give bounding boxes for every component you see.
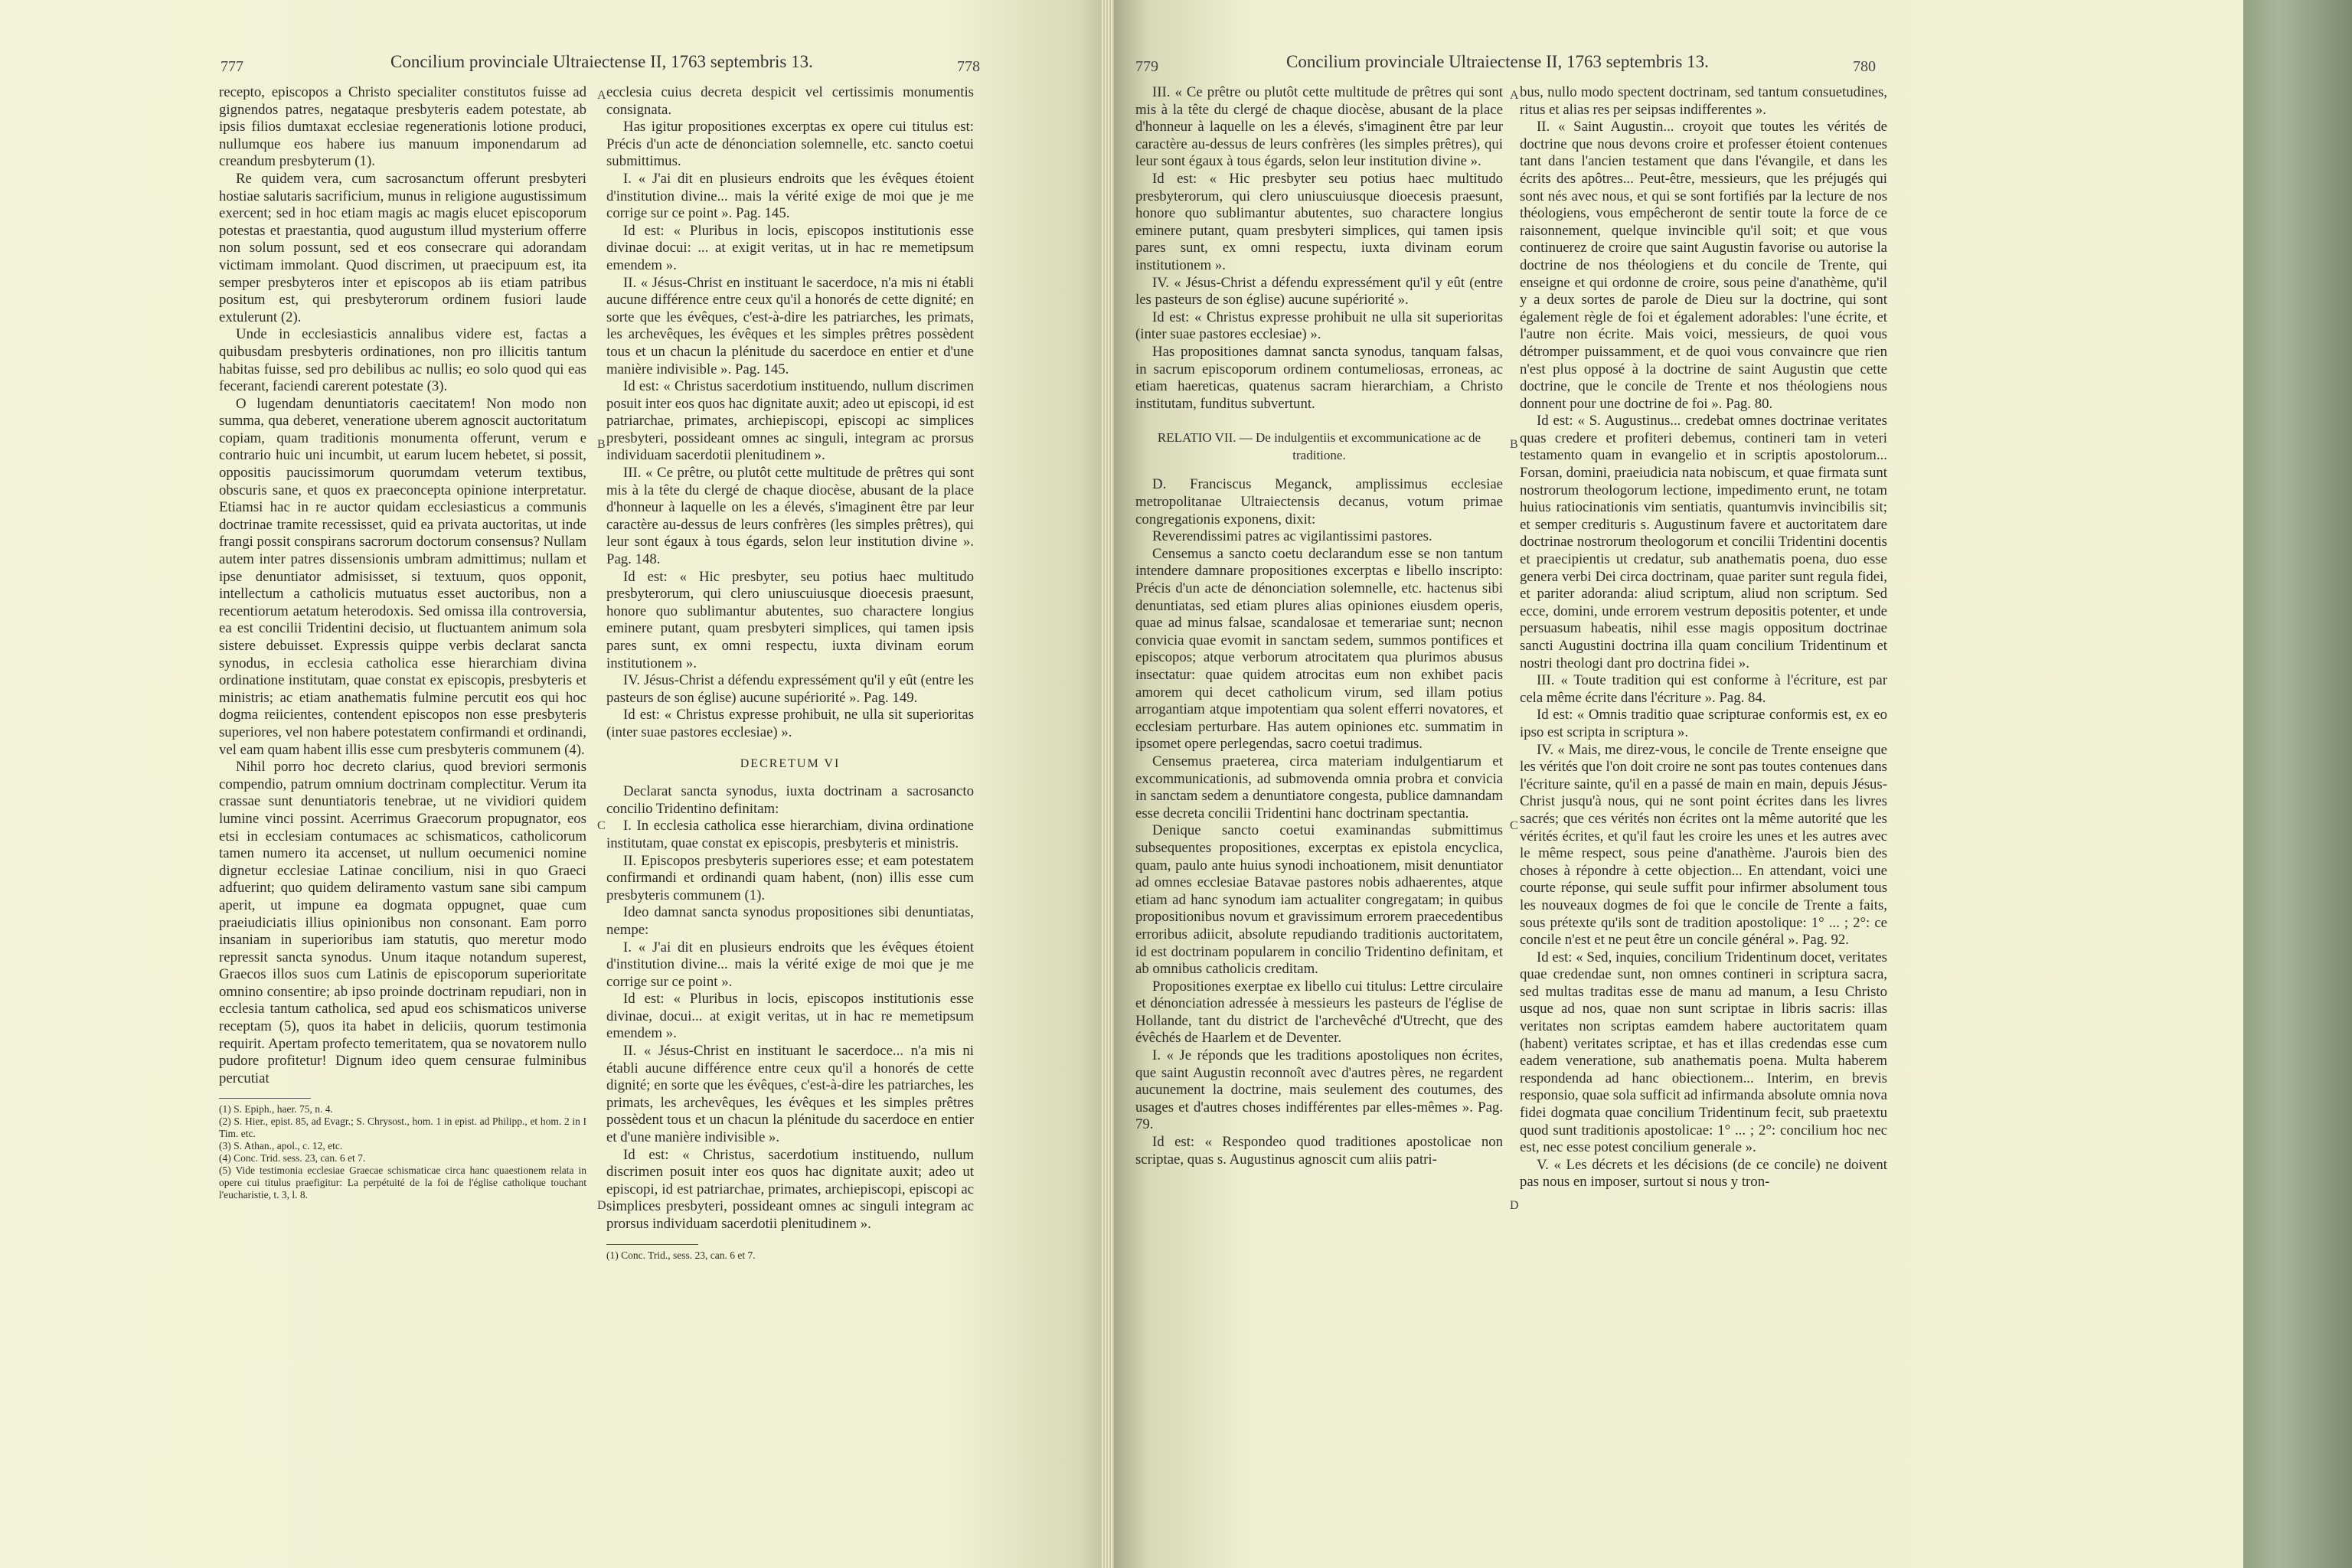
decretum-text bbox=[606, 783, 974, 1233]
paragraph: Id est: « S. Augustinus... credebat omnes doctrinae veritates quas credere et profiteri debemus, contineri tam in veteri testamento quam in evangelio et in scriptis apostolorum... Forsan, domini, praeiudicia nata nobiscum, et quae firmata sunt nostrorum theologorum lectione, impedimento erunt, ne totam huius ratiocinationis vim sentiatis, quantumvis invincibilis sit; et semper credituris s. Augustinum favere et auctoritatem dare doctrinae nostrorum theologorum et concilii Tridentini docentis et praecipientis ut credatur, sub anathematis poena, duo esse genera verbi Dei circa doctrinam, quae pariter sunt regula fidei, et pariter adoranda: aliud scriptum, aliud non scriptum. Sed ecce, domini, unde errorem vestrum depositis potenter, et unde persuasum habeatis, nihil esse magis oppositum doctrinae sancti Augustini doctrina illa quam concilium Tridentinum et nostri theologi dant pro doctrina fidei ». bbox=[1520, 413, 1887, 671]
folio-779: 779 bbox=[1135, 58, 1158, 75]
paragraph: III. « Ce prêtre, ou plutôt cette multitude de prêtres qui sont mis à la tête du clergé de chaque diocèse, abusant de la place d'honneur à laquelle on les a élevés, s'imaginent être par leur caractère au-dessus de leurs confrères (les simples prêtres), qui leur sont égaux à tous égards, selon leur institution divine ». Pag. 148. bbox=[606, 465, 974, 568]
paragraph: Id est: « Hic presbyter seu potius haec multitudo presbyterorum, qui clero uniuscuiusque dioecesis praesunt, honore quo sublimantur abutentes, suo charactere longius eminere putant, quam presbyteri simplices, qui tamen ipsis pares sunt, ex omni respectu, iuxta divinam eorum institutionem ». bbox=[1135, 170, 1503, 273]
paragraph: O lugendam denuntiatoris caecitatem! Non modo non summa, qua deberet, veneratione uberem agnoscit auctoritatum copiam, quam traditionis monumenta offerunt, verum e contrario huic uni incumbit, ut earum lucem hebetet, si possit, oppositis paucissimorum quorumdam veterum textibus, obscuris sane, et quos ex praeconcepta opinione interpretatur. Etiamsi hac in re auctor quidam ecclesiasticus a communis doctrinae tramite recessisset, quid ea privata auctoritas, ut inde frangi possit conspirans sacrorum doctorum consensus? Nullam autem inter patres dissensionis umbram admittimus; nullam et ipse denuntiator admisisset, si textuum, quos opponit, intellectum a catholicis mutuatus esset auctoribus, non a recentiorum aetatum heterodoxis. Sed omissa illa controversia, ea est concilii Tridentini decisio, ut fluctuantem animum sola sistere debuisset. Expressis quippe verbis declarat sancta synodus, in ecclesia catholica esse hierarchiam divina ordinatione institutam, quae constat ex episcopis, presbyteris et ministris; ac etiam anathematis fulmine percutit eos qui hoc dogma reiicientes, contendent episcopos non esse presbyteris superiores, vel non habere potestatem confirmandi et ordinandi, vel eam quam habent illis esse cum presbyteris communem (4). bbox=[219, 395, 586, 758]
footnote-rule bbox=[219, 1098, 311, 1099]
relatio-paragraph: Propositiones exerptae ex libello cui titulus: Lettre circulaire et dénonciation adressée à messieurs les pasteurs de l'église de Hollande, tant du district de l'archevêché d'Utrecht, que des évêchés de Haarlem et de Deventer. bbox=[1135, 978, 1503, 1047]
background-strip bbox=[2230, 0, 2352, 1568]
paragraph: IV. « Jésus-Christ a défendu expressément qu'il y eût (entre les pasteurs de son église) aucune supériorité ». bbox=[1135, 274, 1503, 309]
paragraph: III. « Ce prêtre ou plutôt cette multitude de prêtres qui sont mis à la tête du clergé de chaque diocèse, abusant de la place d'honneur à laquelle on les a élevés, s'imaginent être par leur caractère au-dessus de leurs confrères (les simples prêtres), qui leur sont égaux à tous égards, selon leur institution divine ». bbox=[1135, 84, 1503, 170]
paragraph: IV. « Mais, me direz-vous, le concile de Trente enseigne que les vérités que l'on doit croire ne sont pas toutes contenues dans l'écriture sainte, qu'il en a passé de main en main, depuis Jésus-Christ jusqu'à nous, qui ne sont point écrites dans les livres sacrés; que ces vérités non écrites ont la même autorité que les vérités écrites, et qu'il faut les croire les unes et les autres avec le même respect, sous peine d'anathème. J'aurois bien des choses à répondre à cette objection... En attendant, voici une courte réponse, qui seule suffit pour infirmer absolument tous les nouveaux dogmes de foi que le concile de Trente a faits, sous prétexte qu'ils sont de tradition apostolique: 1° ... ; 2°: ce concile n'est et ne peut être un concile général ». Pag. 92. bbox=[1520, 741, 1887, 949]
relatio-paragraph: Censemus praeterea, circa materiam indulgentiarum et excommunicationis, ad submovenda omnia probra et convicia in sanctam sedem a denuntiatore congesta, publice damnandam esse decreta concilii Tridentini hanc doctrinam spectantia. bbox=[1135, 753, 1503, 822]
decretum-paragraph: II. Episcopos presbyteris superiores esse; et eam potestatem confirmandi et ordinandi quam habent, (non) illis esse cum presbyteris communem (1). bbox=[606, 852, 974, 903]
folio-780: 780 bbox=[1853, 58, 1876, 75]
margin-letter-b: B bbox=[597, 438, 606, 451]
relatio-paragraph: Censemus a sancto coetu declarandum esse se non tantum intendere damnare propositiones excerptas e libello inscripto: Précis d'un acte de dénonciation solemnelle, etc. hactenus sibi denuntiatas, sed etiam plures alias opiniones eiusdem operis, quae ad minus falsae, scandalosae et temerariae sunt; necnon convicia quae evomit in sanctam sedem, summos pontifices et episcopos; atque verborum atrocitatem qua plurimos abusus insectatur: quae quidem atrocitas eum non exhibet pacis amorem qui decet catholicum virum, sed illam potius arrogantiam atque impotentiam qua solent efferri novatores, et ecclesiam perturbare. Has autem opiniones etc. summatim in ipsomet opere perlegendas, sacro coetui tradimus. bbox=[1135, 545, 1503, 753]
paragraph: bus, nullo modo spectent doctrinam, sed tantum consuetudines, ritus et alias res per seipsas indifferentes ». bbox=[1520, 84, 1887, 118]
relatio-paragraph: Denique sancto coetui examinandas submittimus subsequentes propositiones, excerptas ex epistola encyclica, quam, paulo ante huius synodi inchoationem, misit denuntiator ad omnes ecclesiae Batavae pastores nobis adhaerentes, atque etiam ad hanc synodum iam actualiter congregatam; in quibus propositionibus novum et gravissimum errorem praecedentibus erroribus adiicit, absolute repudiando traditionis auctoritatem, id est doctrinam popularem in concilio Tridentino definitam, et ab omnibus catholicis creditam. bbox=[1135, 822, 1503, 978]
right-column-2-text bbox=[1520, 84, 1887, 1191]
margin-letter-c: C bbox=[1510, 819, 1518, 832]
paragraph: II. « Jésus-Christ en instituant le sacerdoce, n'a mis ni établi aucune différence entre ceux qu'il a honorés de cette dignité; en sorte que les évêques, c'est-à-dire les patriarches, les primats, les archevêques, les évêques et les simples prêtres possèdent tous et un chacun la plénitude du sacerdoce en entier et d'une manière indivisible ». Pag. 145. bbox=[606, 274, 974, 377]
margin-letter-c: C bbox=[597, 819, 606, 832]
footnotes bbox=[606, 1250, 974, 1262]
paragraph: Id est: « Hic presbyter, seu potius haec multitudo presbyterorum, qui clero uniuscuiusque dioecesis praesunt, honore quo sublimantur abutentes, suo charactere longius eminere putant, quam presbyteri simplices, qui tamen ipsis pares sunt, ex omni respectu, iuxta divinam eorum institutionem ». bbox=[606, 568, 974, 671]
footnote-rule bbox=[606, 1244, 698, 1245]
relatio-paragraph: Id est: « Respondeo quod traditiones apostolicae non scriptae, quas s. Augustinus agnoscit cum aliis patri- bbox=[1135, 1134, 1503, 1168]
footnote: (3) S. Athan., apol., c. 12, etc. bbox=[219, 1140, 343, 1152]
paragraph: Nihil porro hoc decreto clarius, quod breviori sermonis compendio, patrum omnium doctrinam complectitur. Verum ita crassae sunt denuntiatoris tenebrae, ut ne vividiori quidem lumine vinci possint. Acerrimus Graecorum propugnator, eos etsi in ecclesiam contumaces ac schismaticos, catholicorum tamen numero ita accenset, ut nullum oecumenici nomine dignetur ecclesiae Latinae concilium, nisi in quo Graeci adfuerint; quo quidem deliramento vastum sane sibi campum aperit, ut impune ea dogmata oppugnet, quae cum praeiudiciatis illius opinionibus non consonant. Eam porro insaniam in superioribus iam statutis, quo meretur modo repressit sancta synodus. Unum itaque notandum superest, Graecos illos suos cum Latinis de episcoporum superioritate omnino consentire; ab ipso proinde doctrinam repudiari, non in ecclesia tantum catholica, sed apud eos schismaticos universe receptam (5), quos ita habet in deliciis, quorum testimonia requirit. Apertam profecto temeritatem, qua se novatorem nullo pudore profitetur! Dignum ideo quem censurae fulminibus percutiat bbox=[219, 759, 586, 1086]
footnote: (1) Conc. Trid., sess. 23, can. 6 et 7. bbox=[606, 1249, 756, 1261]
paragraph: Id est: « Pluribus in locis, episcopos institutionis esse divinae docui: ... at exigit veritas, ut in hac re memetipsum emendem ». bbox=[606, 222, 974, 273]
footnote: (5) Vide testimonia ecclesiae Graecae schismaticae circa hanc quaestionem relata in opere cui titulus praefigitur: La perpétuité de la foi de l'église catholique touchant l'eucharistie, t. 3, l. 8. bbox=[219, 1165, 586, 1201]
paragraph: Id est: « Christus expresse prohibuit, ne ulla sit superioritas (inter suae pastores ecclesiae) ». bbox=[606, 707, 974, 740]
folio-778: 778 bbox=[957, 58, 980, 75]
decretum-paragraph: II. « Jésus-Christ en instituant le sacerdoce... n'a mis ni établi aucune différence entre ceux qu'il a honorés de cette dignité; en sorte que les évêques, c'est-à-dire les patriarches, les primats, les archevêques, les évêques et les simples prêtres possèdent tous et un chacun la plénitude du sacerdoce en entier et d'une manière indivisible ». bbox=[606, 1043, 974, 1146]
running-head: Concilium provinciale Ultraiectense II, 1763 septembris 13. bbox=[390, 52, 813, 71]
running-head: Concilium provinciale Ultraiectense II, 1763 septembris 13. bbox=[1286, 52, 1709, 71]
footnote: (4) Conc. Trid. sess. 23, can. 6 et 7. bbox=[219, 1152, 366, 1165]
decretum-paragraph: Ideo damnat sancta synodus propositiones sibi denuntiatas, nempe: bbox=[606, 904, 974, 938]
relatio-paragraph: I. « Je réponds que les traditions apostoliques non écrites, que saint Augustin reconnoît avec d'autres pères, ne regardent aucunement la doctrine, mais seulement des coutumes, des usages et d'autres choses indifférentes par elles-mêmes ». Pag. 79. bbox=[1135, 1047, 1503, 1133]
paragraph: Id est: « Christus expresse prohibuit ne ulla sit superioritas (inter suae pastores ecclesiae) ». bbox=[1135, 309, 1503, 343]
right-column-1 bbox=[1135, 84, 1503, 1168]
left-column-1 bbox=[219, 84, 586, 1201]
left-column-2 bbox=[606, 84, 974, 1262]
footnote: (2) S. Hier., epist. 85, ad Evagr.; S. Chrysost., hom. 1 in epist. ad Philipp., et hom. 2 in I Tim. etc. bbox=[219, 1116, 586, 1140]
paragraph: Has propositiones damnat sancta synodus, tanquam falsas, in sacrum episcoporum ordinem contumeliosas, erroneas, ac etiam haereticas, quatenus sacram hierarchiam, a Christo institutam, funditus subvertunt. bbox=[1135, 343, 1503, 412]
left-page bbox=[0, 0, 1114, 1568]
paragraph: Re quidem vera, cum sacrosanctum offerunt presbyteri hostiae salutaris sacrificium, munus in religione augustissimum exercent; sed in hoc etiam magis ac magis elucet episcoporum potestas et praestantia, quod augustum illud mysterium offerre non solum possunt, sed et eos consecrare qui adorandam victimam immolant. Quod discrimen, ut praecipuum est, ita semper presbyteros inter et episcopos ab iis etiam patribus positum est, qui presbyterorum ordinem fusiori laude extulerunt (2). bbox=[219, 170, 586, 325]
margin-letter-a: A bbox=[1510, 89, 1519, 102]
decretum-paragraph: Declarat sancta synodus, iuxta doctrinam a sacrosancto concilio Tridentino definitam: bbox=[606, 783, 974, 817]
paragraph: ecclesia cuius decreta despicit vel certissimis monumentis consignata. bbox=[606, 84, 974, 118]
paragraph: V. « Les décrets et les décisions (de ce concile) ne doivent pas nous en imposer, surtout si nous y tron- bbox=[1520, 1156, 1887, 1191]
paragraph: I. « J'ai dit en plusieurs endroits que les évêques étoient d'institution divine... mais la vérité exige de moi que je me corrige sur ce point ». Pag. 145. bbox=[606, 170, 974, 222]
decretum-paragraph: I. In ecclesia catholica esse hierarchiam, divina ordinatione institutam, quae constat ex episcopis, presbyteris et ministris. bbox=[606, 818, 974, 851]
margin-letter-d: D bbox=[1510, 1199, 1519, 1212]
paragraph: Id est: « Omnis traditio quae scripturae conformis est, ex eo ipso est scripta in scriptura ». bbox=[1520, 707, 1887, 740]
margin-letter-d: D bbox=[597, 1199, 606, 1212]
paragraph: III. « Toute tradition qui est conforme à l'écriture, est par cela même écrite dans l'écriture ». Pag. 84. bbox=[1520, 672, 1887, 706]
decretum-paragraph: Id est: « Christus, sacerdotium instituendo, nullum discrimen posuit inter eos quos hac dignitate auxit; adeo ut episcopi, id est patriarchae, primates, archiepiscopi, episcopi ac simplices presbyteri, possideant omnes ac singuli integram ac prorsus individuam sacerdotii plenitudinem ». bbox=[606, 1146, 974, 1232]
paragraph: Unde in ecclesiasticis annalibus videre est, factas a quibusdam presbyteris ordinationes, non pro illicitis tantum habitas fuisse, sed pro debilibus ac nullis; eo solo quod qui eas fecerant, faciendi carerent potestate (3). bbox=[219, 326, 586, 395]
paragraph: Has igitur propositiones excerptas ex opere cui titulus est: Précis d'un acte de dénonciation solemnelle, etc. sancto coetui submittimus. bbox=[606, 119, 974, 170]
relatio-paragraph: Reverendissimi patres ac vigilantissimi pastores. bbox=[1152, 528, 1432, 545]
paragraph: Id est: « Christus sacerdotium instituendo, nullum discrimen posuit inter eos quos hac dignitate auxit; adeo ut episcopi, id est patriarchae, primates, archiepiscopi, episcopi ac simplices presbyteri, possideant omnes ac singuli, integram ac prorsus individuam sacerdotii plenitudinem ». bbox=[606, 378, 974, 464]
relatio-text bbox=[1135, 476, 1503, 1168]
footnotes bbox=[219, 1103, 586, 1201]
relatio-heading: RELATIO VII. — De indulgentiis et excommunicatione ac de traditione. bbox=[1157, 430, 1481, 462]
right-column-2 bbox=[1520, 84, 1887, 1191]
folio-777: 777 bbox=[220, 58, 243, 75]
paragraph: recepto, episcopos a Christo specialiter constitutos fuisse ad gignendos patres, negataque presbyteris eadem potestate, ab ipsis filios dumtaxat ecclesiae regenerationis lotione produci, nullumque eos habere ius manuum imponendarum ad creandum presbyterum (1). bbox=[219, 84, 586, 170]
margin-letter-b: B bbox=[1510, 438, 1518, 451]
left-column-2-text bbox=[606, 84, 974, 742]
left-column-1-text bbox=[219, 84, 586, 1087]
margin-letter-a: A bbox=[597, 89, 606, 102]
paragraph: Id est: « Sed, inquies, concilium Tridentinum docet, veritates quae credendae sunt, non omnes contineri in scriptura sacra, sed multas traditas esse de manu ad manum, a Iesu Christo usque ad nos, quae non sunt scriptae in libris sacris: illas veritates non scriptas eamdem habere auctoritatem quam (habent) veritates scriptae, et has et illas credendas esse cum eadem veneratione, sub anathematis poena. Multa haberem respondenda ad hanc obiectionem... Interim, en brevis responsio, quae sola sufficit ad infirmanda absolute omnia nova fidei dogmata quae concilium Tridentinum fecit, sub praetextu quod sunt traditionis apostolicae: 1° ... ; 2°: concilium hoc nec est, nec esse potest concilium generale ». bbox=[1520, 949, 1887, 1156]
footnote: (1) S. Epiph., haer. 75, n. 4. bbox=[219, 1103, 333, 1116]
decretum-paragraph: I. « J'ai dit en plusieurs endroits que les évêques étoient d'institution divine... mais la vérité exige de moi que je me corrige sur ce point ». bbox=[606, 939, 974, 990]
decretum-heading: DECRETUM VI bbox=[740, 756, 841, 770]
paragraph: II. « Saint Augustin... croyoit que toutes les vérités de doctrine que nous devons croire et professer étoient contenues tant dans l'ancien testament que dans l'évangile, et dans les écrits des apôtres... Peut-être, messieurs, que les préjugés qui sont nés avec nous, et qui se sont fortifiés par la lecture de nos théologiens, vous empêcheront de sentir toute la force de ce raisonnement, quelque invincible qu'il soit; et que vous continuerez de croire que saint Augustin favorise ou autorise la doctrine de nos théologiens et du concile de Trente, qui enseigne et qui ordonne de croire, sous peine d'anathème, qu'il y a deux sortes de parole de Dieu sur la doctrine, qui sont également règle de foi et également adorables: l'une écrite, et l'autre non écrite. Mais voici, messieurs, de quoi vous détromper puissamment, et de quoi vous convaincre que rien n'est plus opposé à la doctrine de saint Augustin que cette doctrine, que le concile de Trente et nos théologiens nous donnent pour une doctrine de foi ». Pag. 80. bbox=[1520, 119, 1887, 412]
right-column-1-text bbox=[1135, 84, 1503, 413]
decretum-paragraph: Id est: « Pluribus in locis, episcopos institutionis esse divinae, docui... at exigit veritas, ut in hac re memetipsum emendem ». bbox=[606, 991, 974, 1042]
relatio-paragraph: D. Franciscus Meganck, amplissimus ecclesiae metropolitanae Ultraiectensis decanus, votum primae congregationis exponens, dixit: bbox=[1135, 476, 1503, 528]
right-page bbox=[1114, 0, 2243, 1568]
paragraph: IV. Jésus-Christ a défendu expressément qu'il y eût (entre les pasteurs de son église) aucune supériorité ». Pag. 149. bbox=[606, 672, 974, 706]
page-gutter bbox=[1100, 0, 1114, 1568]
